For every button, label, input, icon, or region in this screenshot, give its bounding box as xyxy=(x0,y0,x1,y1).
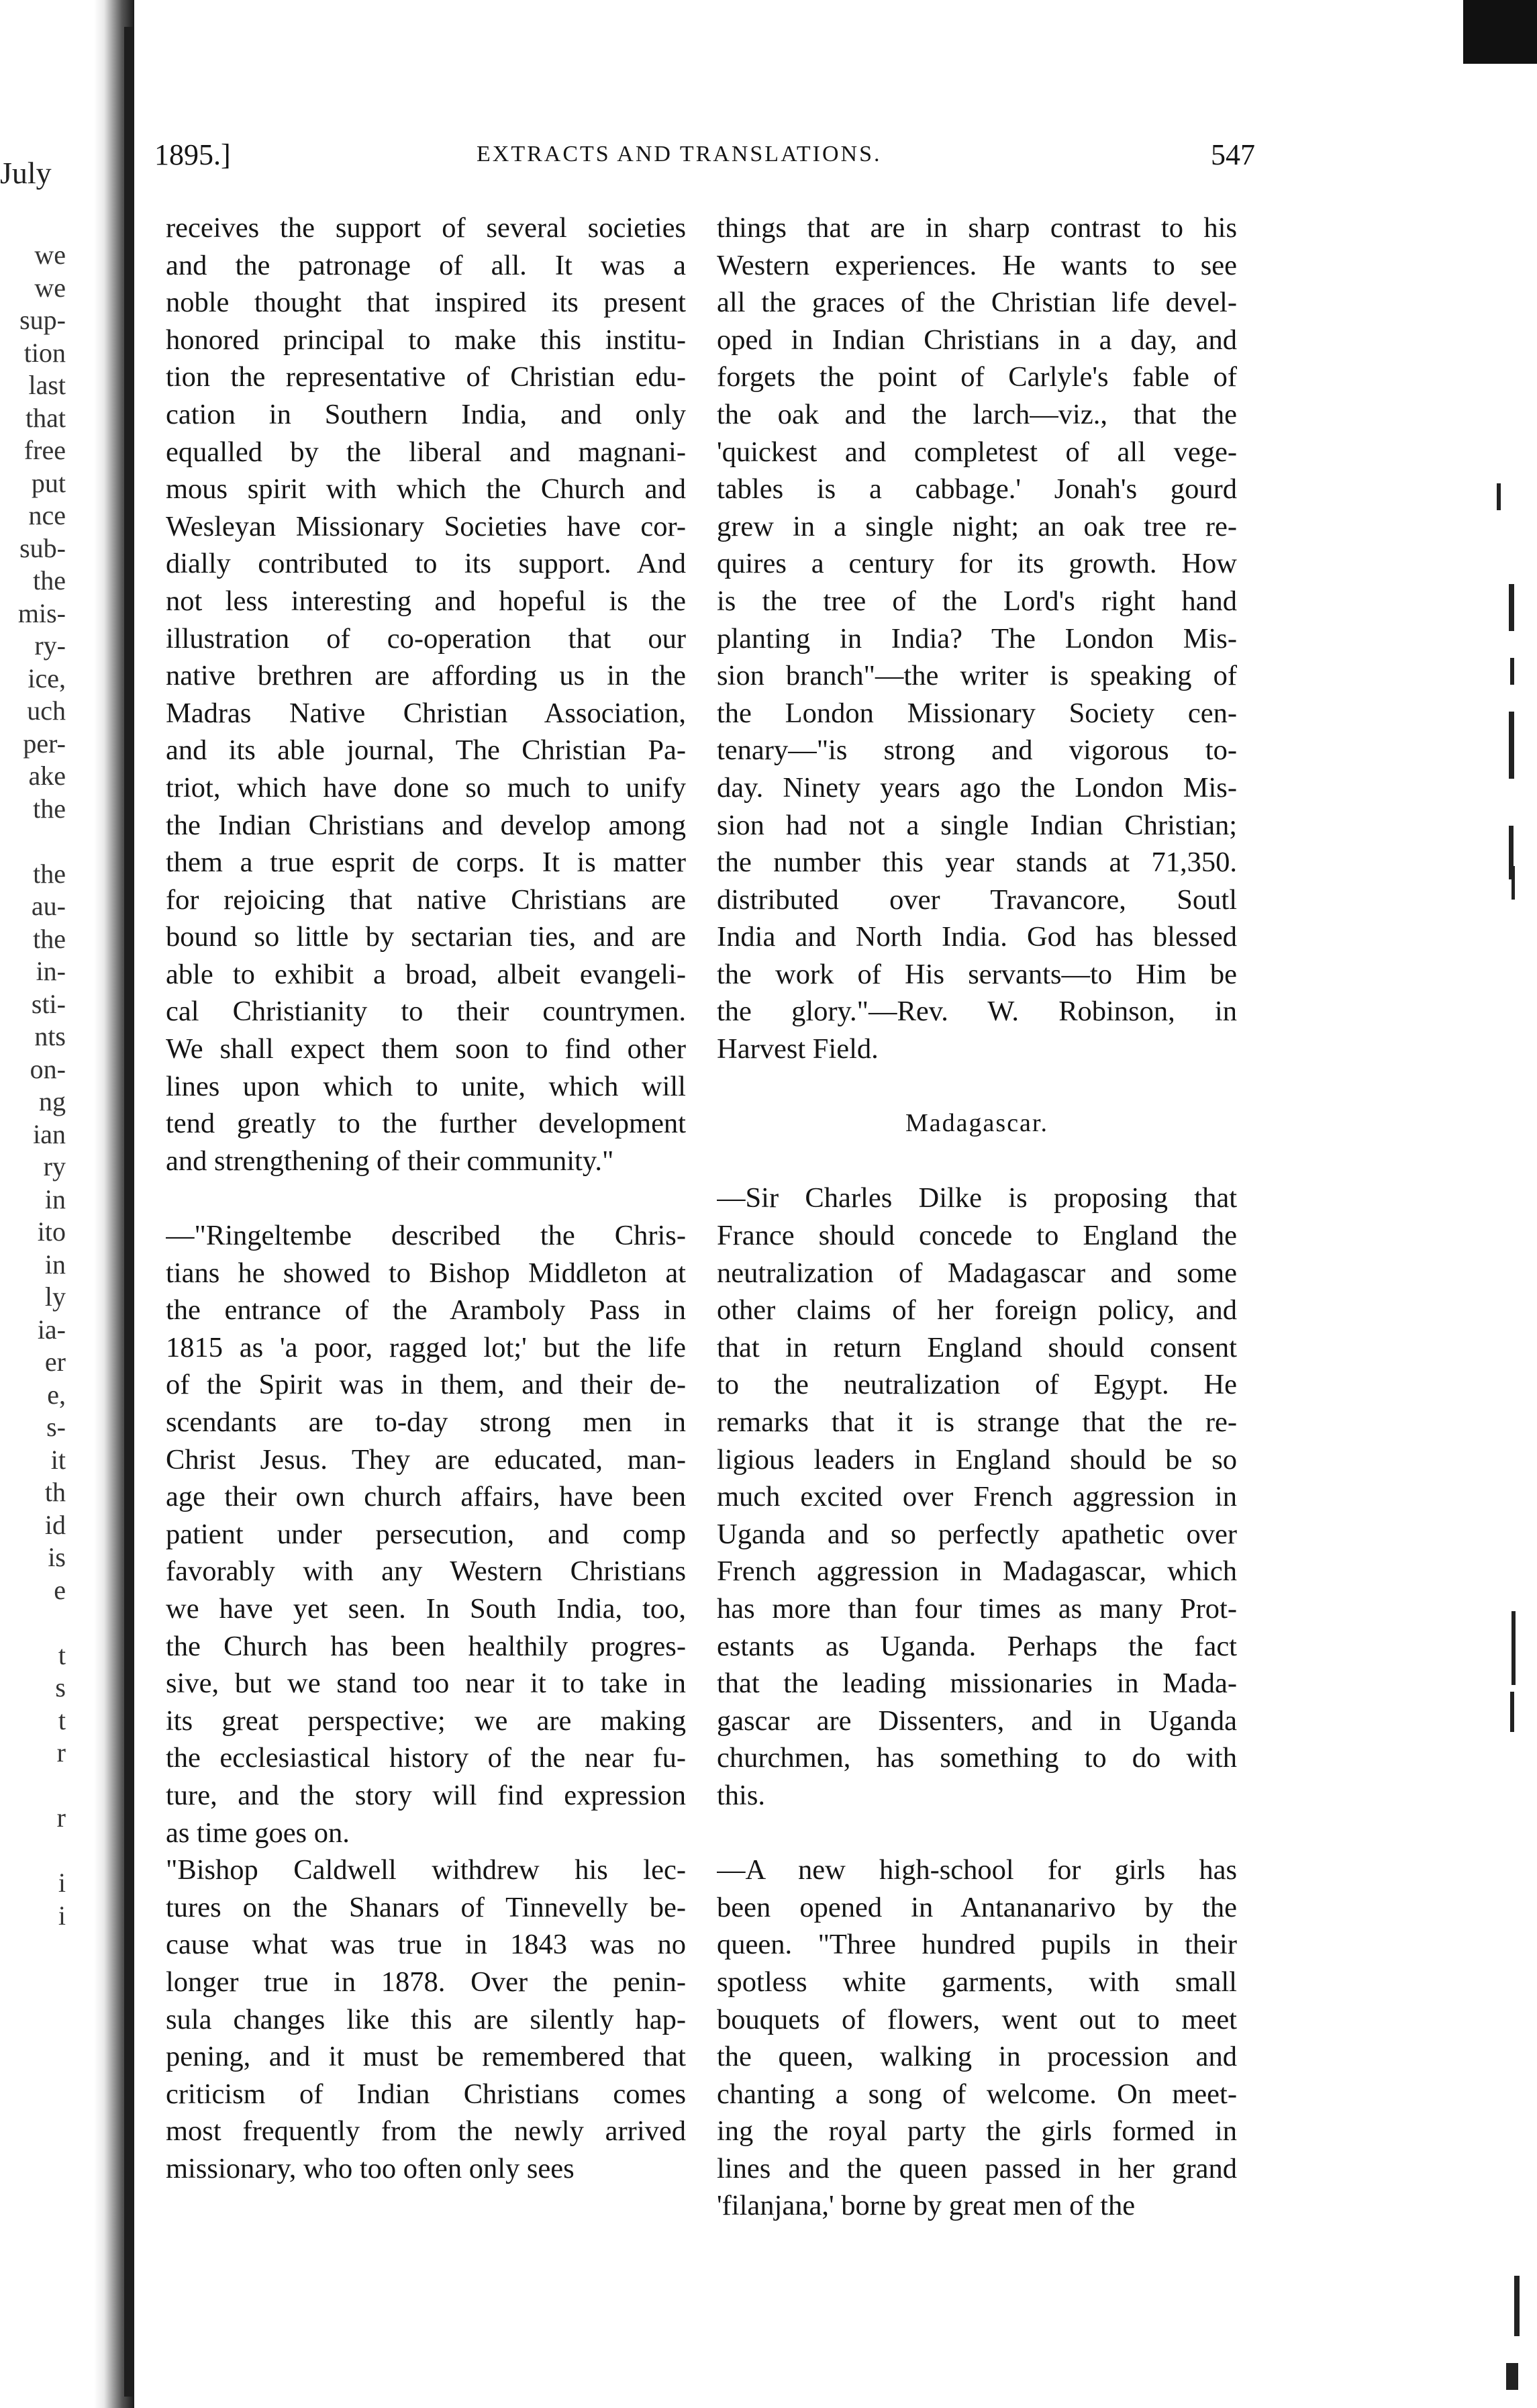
text-line: churchmen, has something to do with xyxy=(717,1742,1237,1774)
previous-page-fragment: t xyxy=(58,1704,66,1735)
text-line: this. xyxy=(717,1779,766,1811)
running-title: EXTRACTS AND TRANSLATIONS. xyxy=(477,142,882,166)
text-line: quires a century for its growth. How xyxy=(717,548,1237,580)
previous-page-fragment: s xyxy=(55,1672,66,1702)
text-line: the Church has been healthily progres- xyxy=(166,1630,686,1662)
text-line: pening, and it must be remembered that xyxy=(166,2041,686,2073)
previous-page-fragment: ng xyxy=(39,1086,66,1116)
text-line: lines and the queen passed in her grand xyxy=(717,2152,1237,2184)
text-line: French aggression in Madagascar, which xyxy=(717,1555,1237,1588)
previous-page-fragment: ake xyxy=(28,761,66,791)
text-line: queen. "Three hundred pupils in their xyxy=(717,1929,1237,1961)
previous-page-fragment: per- xyxy=(23,728,66,759)
text-line: distributed over Travancore, Soutl xyxy=(717,883,1237,916)
bleed-mark xyxy=(1510,1692,1514,1732)
text-line: Wesleyan Missionary Societies have cor- xyxy=(166,510,686,542)
bleed-mark xyxy=(1511,1611,1516,1685)
text-line: tures on the Shanars of Tinnevelly be- xyxy=(166,1891,686,1923)
previous-page-fragment: on- xyxy=(30,1053,66,1084)
text-line: forgets the point of Carlyle's fable of xyxy=(717,361,1237,393)
previous-page-fragment: ly xyxy=(44,1282,66,1312)
previous-page-fragment: e, xyxy=(47,1379,66,1410)
previous-page-fragment: ry- xyxy=(34,630,66,661)
previous-page-fragment: ian xyxy=(33,1118,66,1149)
previous-page-fragment: ia- xyxy=(37,1314,66,1345)
text-line: equalled by the liberal and magnani- xyxy=(166,436,686,468)
text-line: sive, but we stand too near it to take in xyxy=(166,1668,686,1700)
text-line: criticism of Indian Christians comes xyxy=(166,2078,686,2110)
previous-page-fragment: nts xyxy=(34,1021,66,1051)
text-line: ture, and the story will find expression xyxy=(166,1779,686,1811)
previous-page-fragment: free xyxy=(23,435,66,465)
text-line: cause what was true in 1843 was no xyxy=(166,1929,686,1961)
previous-page-fragment: mis- xyxy=(17,597,66,628)
text-line: favorably with any Western Christians xyxy=(166,1555,686,1588)
previous-page-fragment: in xyxy=(44,1184,66,1214)
text-line: France should concede to England the xyxy=(717,1220,1237,1252)
text-line: 1815 as 'a poor, ragged lot;' but the life xyxy=(166,1331,686,1363)
text-line: Western experiences. He wants to see xyxy=(717,249,1237,281)
text-line: for rejoicing that native Christians are xyxy=(166,883,686,916)
previous-page-fragment: sup- xyxy=(19,305,66,335)
previous-page-fragment: sti- xyxy=(31,988,66,1019)
text-line: ing the royal party the girls formed in xyxy=(717,2115,1237,2148)
text-line: ligious leaders in England should be so xyxy=(717,1443,1237,1476)
header-year: 1895.] xyxy=(154,138,231,171)
previous-page-fragment: th xyxy=(44,1477,66,1507)
previous-page-fragment: we xyxy=(34,240,66,270)
page-header xyxy=(154,138,1255,178)
bleed-mark xyxy=(1514,2276,1520,2336)
text-line: them a true esprit de corps. It is matter xyxy=(166,847,686,879)
previous-page-fragment: ry xyxy=(43,1151,66,1182)
text-line: receives the support of several societies xyxy=(166,212,686,244)
text-line: the entrance of the Aramboly Pass in xyxy=(166,1294,686,1327)
previous-page-fragment: nce xyxy=(28,500,66,530)
text-line: able to exhibit a broad, albeit evangeli- xyxy=(166,958,686,990)
text-line: cal Christianity to their countrymen. xyxy=(166,996,686,1028)
text-line: remarks that it is strange that the re- xyxy=(717,1406,1237,1438)
previous-page-fragment: it xyxy=(50,1444,66,1475)
text-line: the queen, walking in procession and xyxy=(717,2041,1237,2073)
text-line: tables is a cabbage.' Jonah's gourd xyxy=(717,473,1237,505)
previous-page-fragment: the xyxy=(33,565,66,595)
text-line: tians he showed to Bishop Middleton at xyxy=(166,1257,686,1289)
text-line: noble thought that inspired its present xyxy=(166,287,686,319)
previous-page-running-head: July xyxy=(0,156,52,190)
text-line: 'quickest and completest of all vege- xyxy=(717,436,1237,468)
text-line: and its able journal, The Christian Pa- xyxy=(166,734,686,767)
text-line: the ecclesiastical history of the near fu- xyxy=(166,1742,686,1774)
text-line: oped in Indian Christians in a day, and xyxy=(717,324,1237,356)
previous-page-fragment: the xyxy=(33,923,66,954)
left-text-column xyxy=(166,209,686,2187)
text-line: that the leading missionaries in Mada- xyxy=(717,1668,1237,1700)
previous-page-fragment: put xyxy=(31,467,66,498)
text-line: not less interesting and hopeful is the xyxy=(166,585,686,617)
text-line: neutralization of Madagascar and some xyxy=(717,1257,1237,1289)
text-line: the London Missionary Society cen- xyxy=(717,697,1237,729)
previous-page-fragment: ice, xyxy=(28,663,66,693)
text-line: scendants are to-day strong men in xyxy=(166,1406,686,1438)
text-line: We shall expect them soon to find other xyxy=(166,1033,686,1065)
previous-page-fragment: e xyxy=(54,1574,66,1605)
text-line: chanting a song of welcome. On meet- xyxy=(717,2078,1237,2110)
previous-page-fragment: r xyxy=(56,1802,66,1833)
paragraph-gap xyxy=(717,1815,1237,1852)
text-line: cation in Southern India, and only xyxy=(166,398,686,430)
text-line: age their own church affairs, have been xyxy=(166,1481,686,1513)
text-line: the glory."—Rev. W. Robinson, in xyxy=(717,996,1237,1028)
text-line: most frequently from the newly arrived xyxy=(166,2115,686,2148)
text-line: —A new high-school for girls has xyxy=(717,1854,1237,1886)
page-number: 547 xyxy=(1211,138,1255,171)
text-line: Christ Jesus. They are educated, man- xyxy=(166,1443,686,1476)
text-line: spotless white garments, with small xyxy=(717,1966,1237,1998)
text-line: the work of His servants—to Him be xyxy=(717,958,1237,990)
text-line: grew in a single night; an oak tree re- xyxy=(717,510,1237,542)
previous-page-fragment: id xyxy=(44,1509,66,1540)
bleed-mark xyxy=(1510,658,1514,685)
previous-page-fragment: r xyxy=(56,1737,66,1768)
previous-page-fragment: sub- xyxy=(19,532,66,563)
text-line: tend greatly to the further development xyxy=(166,1108,686,1140)
text-line: 'filanjana,' borne by great men of the xyxy=(717,2190,1136,2222)
previous-page-fragment: i xyxy=(58,1868,66,1898)
text-line: the number this year stands at 71,350. xyxy=(717,847,1237,879)
text-line: of the Spirit was in them, and their de- xyxy=(166,1369,686,1401)
text-line: bound so little by sectarian ties, and are xyxy=(166,921,686,953)
bleed-mark xyxy=(1511,866,1515,900)
text-line: sion branch"—the writer is speaking of xyxy=(717,660,1237,692)
text-line: the oak and the larch—viz., that the xyxy=(717,398,1237,430)
text-line: dially contributed to its support. And xyxy=(166,548,686,580)
bleed-mark xyxy=(1497,483,1501,510)
text-line: gascar are Dissenters, and in Uganda xyxy=(717,1704,1237,1737)
text-line: the Indian Christians and develop among xyxy=(166,809,686,841)
bleed-mark xyxy=(1509,712,1514,779)
text-line: illustration of co-operation that our xyxy=(166,622,686,655)
text-line: sion had not a single Indian Christian; xyxy=(717,809,1237,841)
text-line: Uganda and so perfectly apathetic over xyxy=(717,1518,1237,1550)
text-line: bouquets of flowers, went out to meet xyxy=(717,2003,1237,2035)
text-line: mous spirit with which the Church and xyxy=(166,473,686,505)
previous-page-fragment: is xyxy=(48,1542,66,1572)
previous-page-fragment: the xyxy=(33,793,66,824)
previous-page-fragment: au- xyxy=(31,891,66,921)
text-line: sula changes like this are silently hap- xyxy=(166,2003,686,2035)
text-line: its great perspective; we are making xyxy=(166,1704,686,1737)
section-heading: Madagascar. xyxy=(905,1109,1048,1138)
text-line: triot, which have done so much to unify xyxy=(166,771,686,804)
text-line: tenary—"is strong and vigorous to- xyxy=(717,734,1237,767)
text-line: other claims of her foreign policy, and xyxy=(717,1294,1237,1327)
paragraph-gap xyxy=(717,1143,1237,1180)
previous-page-fragment: in xyxy=(44,1249,66,1280)
text-line: —Sir Charles Dilke is proposing that xyxy=(717,1182,1237,1214)
previous-page-fragment: we xyxy=(34,272,66,303)
text-line: patient under persecution, and comp xyxy=(166,1518,686,1550)
text-line: much excited over French aggression in xyxy=(717,1481,1237,1513)
text-line: honored principal to make this institu- xyxy=(166,324,686,356)
text-line: missionary, who too often only sees xyxy=(166,2152,575,2184)
text-line: Madras Native Christian Association, xyxy=(166,697,686,729)
text-line: and the patronage of all. It was a xyxy=(166,249,686,281)
text-line: day. Ninety years ago the London Mis- xyxy=(717,771,1237,804)
text-line: we have yet seen. In South India, too, xyxy=(166,1592,686,1625)
previous-page-fragment: in- xyxy=(36,956,66,986)
text-line: Harvest Field. xyxy=(717,1033,879,1065)
bleed-mark xyxy=(1509,584,1514,631)
text-line: has more than four times as many Prot- xyxy=(717,1592,1237,1625)
previous-page-fragment: tion xyxy=(23,337,66,368)
previous-page-fragment: t xyxy=(58,1639,66,1670)
previous-page-fragment: ito xyxy=(37,1216,66,1247)
previous-page-fragment: uch xyxy=(27,695,66,726)
text-line: India and North India. God has blessed xyxy=(717,921,1237,953)
text-line: tion the representative of Christian edu- xyxy=(166,361,686,393)
previous-page-fragment: er xyxy=(44,1347,66,1377)
binding-gutter xyxy=(124,27,134,2397)
text-line: as time goes on. xyxy=(166,1817,350,1849)
text-line: things that are in sharp contrast to his xyxy=(717,212,1237,244)
text-line: lines upon which to unite, which will xyxy=(166,1070,686,1102)
text-line: planting in India? The London Mis- xyxy=(717,622,1237,655)
text-line: been opened in Antananarivo by the xyxy=(717,1891,1237,1923)
text-line: to the neutralization of Egypt. He xyxy=(717,1369,1237,1401)
text-line: estants as Uganda. Perhaps the fact xyxy=(717,1630,1237,1662)
text-line: that in return England should consent xyxy=(717,1331,1237,1363)
previous-page-fragment: the xyxy=(33,858,66,889)
previous-page-margin xyxy=(0,0,81,2408)
text-line: is the tree of the Lord's right hand xyxy=(717,585,1237,617)
text-line: longer true in 1878. Over the penin- xyxy=(166,1966,686,1998)
previous-page-fragment: that xyxy=(26,402,66,433)
text-line: and strengthening of their community." xyxy=(166,1145,614,1177)
paragraph-gap xyxy=(717,1068,1237,1106)
right-margin-bleed xyxy=(1470,0,1537,2408)
previous-page-fragment: i xyxy=(58,1900,66,1931)
paragraph-gap xyxy=(166,1179,686,1217)
bleed-mark xyxy=(1506,2363,1518,2390)
previous-page-fragment: s- xyxy=(46,1412,66,1442)
text-line: —"Ringeltembe described the Chris- xyxy=(166,1220,686,1252)
text-line: "Bishop Caldwell withdrew his lec- xyxy=(166,1854,686,1886)
previous-page-fragment: last xyxy=(28,370,66,400)
right-text-column xyxy=(717,209,1237,2225)
text-line: native brethren are affording us in the xyxy=(166,660,686,692)
text-line: all the graces of the Christian life devel- xyxy=(717,287,1237,319)
